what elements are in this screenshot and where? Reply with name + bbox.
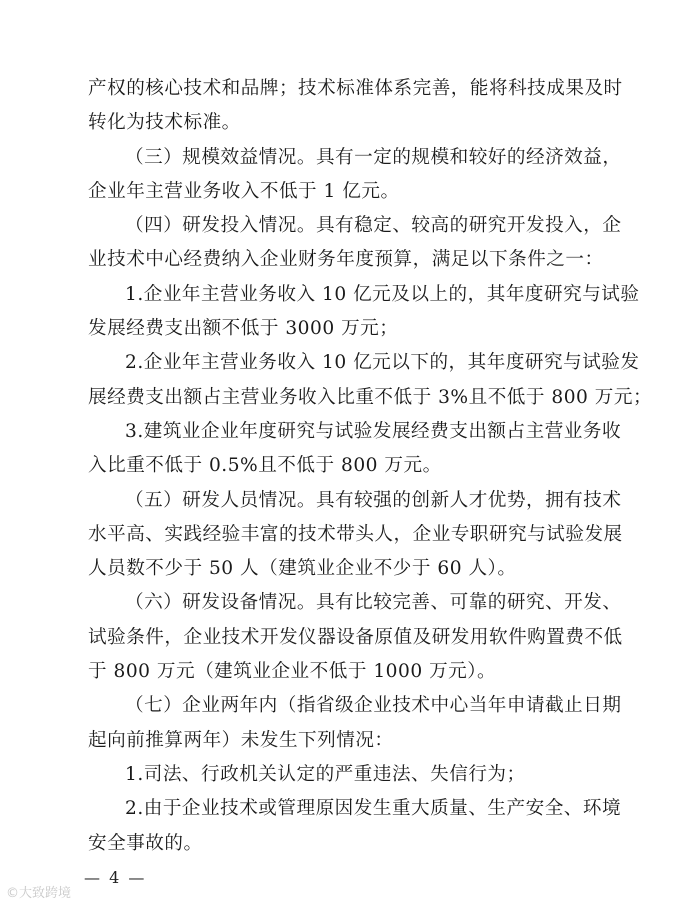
text-line: 产权的核心技术和品牌；技术标准体系完善，能将科技成果及时 <box>88 78 623 99</box>
text-line: 安全事故的。 <box>88 832 203 854</box>
text-line: 2.由于企业技术或管理原因发生重大质量、生产安全、环境 <box>125 798 622 820</box>
text-line: 企业年主营业务收入不低于 1 亿元。 <box>88 180 400 202</box>
text-line: 3.建筑业企业年度研究与试验发展经费支出额占主营业务收 <box>125 420 622 442</box>
text-line: 人员数不少于 50 人（建筑业企业不少于 60 人）。 <box>88 558 517 580</box>
text-line: 展经费支出额占主营业务收入比重不低于 3%且不低于 800 万元； <box>88 386 653 408</box>
text-line: 于 800 万元（建筑业企业不低于 1000 万元）。 <box>88 661 497 683</box>
text-line: （三）规模效益情况。具有一定的规模和较好的经济效益， <box>125 146 622 168</box>
page-number: — 4 — <box>84 868 147 887</box>
text-line: 起向前推算两年）未发生下列情况： <box>88 729 394 751</box>
text-line: 入比重不低于 0.5%且不低于 800 万元。 <box>88 455 442 477</box>
text-line: 1.司法、行政机关认定的严重违法、失信行为； <box>125 763 526 785</box>
document-body <box>88 72 653 861</box>
text-line: 业技术中心经费纳入企业财务年度预算，满足以下条件之一： <box>88 249 604 271</box>
text-line: （七）企业两年内（指省级企业技术中心当年申请截止日期 <box>125 695 622 717</box>
text-line: 水平高、实践经验丰富的技术带头人，企业专职研究与试验发展 <box>88 523 623 545</box>
text-line: （五）研发人员情况。具有较强的创新人才优势，拥有技术 <box>125 489 622 511</box>
text-line: （四）研发投入情况。具有稳定、较高的研究开发投入，企 <box>125 215 622 237</box>
text-line: 发展经费支出额不低于 3000 万元； <box>88 318 399 340</box>
watermark-logo: ©大致跨境 <box>6 886 72 901</box>
text-line: 2.企业年主营业务收入 10 亿元以下的，其年度研究与试验发 <box>125 352 640 374</box>
text-line: 转化为技术标准。 <box>88 112 241 134</box>
text-line: 试验条件，企业技术开发仪器设备原值及研发用软件购置费不低 <box>88 626 623 648</box>
text-line: （六）研发设备情况。具有比较完善、可靠的研究、开发、 <box>125 592 622 614</box>
text-line: 1.企业年主营业务收入 10 亿元及以上的，其年度研究与试验 <box>125 283 640 305</box>
